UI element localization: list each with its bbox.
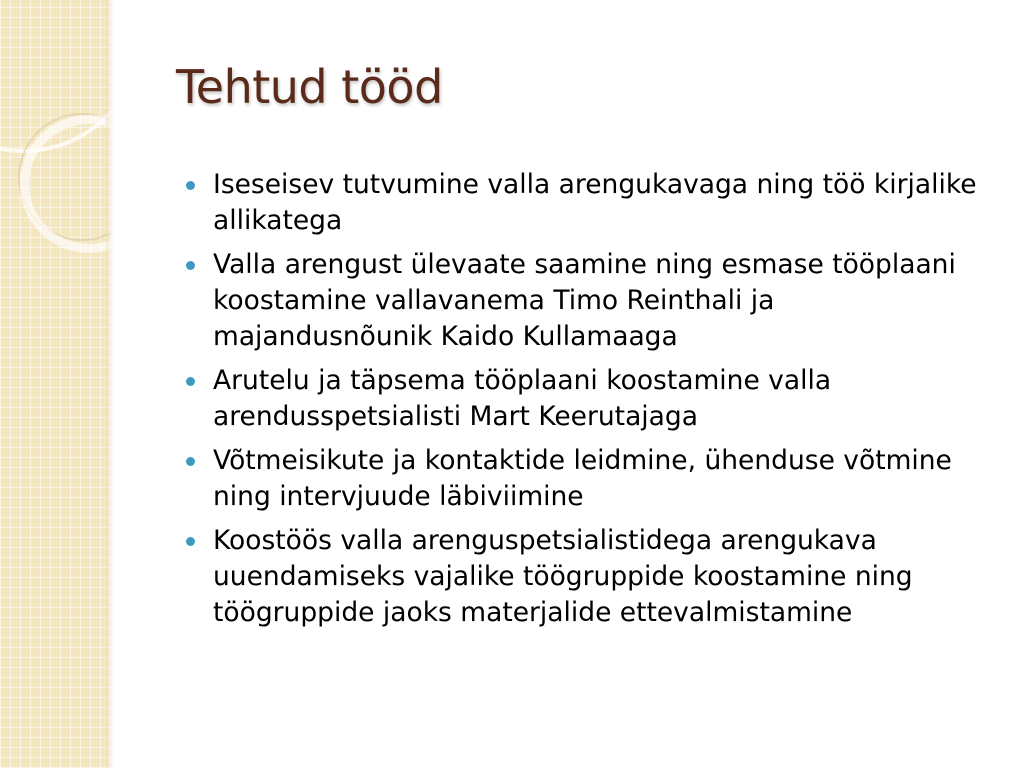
bullet-text: Arutelu ja täpsema tööplaani koostamine valla arendusspetsialisti Mart Keerutajaga	[213, 365, 832, 432]
bullet-text: Võtmeisikute ja kontaktide leidmine, ühenduse võtmine ning intervjuude läbiviimine	[213, 445, 952, 512]
bullet-item	[186, 443, 986, 515]
bullet-dot-icon	[186, 377, 195, 386]
bullet-text: Valla arengust ülevaate saamine ning esmase tööplaani koostamine vallavanema Timo Reinthali ja majandusnõunik Kaido Kullamaaga	[213, 249, 956, 352]
bullet-item	[186, 363, 986, 435]
decorative-side-panel	[0, 0, 112, 768]
slide-title: Tehtud tööd	[176, 60, 443, 114]
bullet-item	[186, 523, 986, 631]
bullet-dot-icon	[186, 537, 195, 546]
bullet-item	[186, 167, 986, 239]
side-panel-edge	[106, 0, 114, 768]
bullet-dot-icon	[186, 181, 195, 190]
bullet-list	[186, 167, 986, 639]
bullet-item	[186, 247, 986, 355]
bullet-dot-icon	[186, 261, 195, 270]
bullet-text: Iseseisev tutvumine valla arengukavaga ning töö kirjalike allikatega	[213, 169, 977, 236]
bullet-text: Koostöös valla arenguspetsialistidega arengukava uuendamiseks vajalike töögruppide koostamine ning töögruppide jaoks materjalide ettevalmistamine	[213, 525, 913, 628]
bullet-dot-icon	[186, 457, 195, 466]
